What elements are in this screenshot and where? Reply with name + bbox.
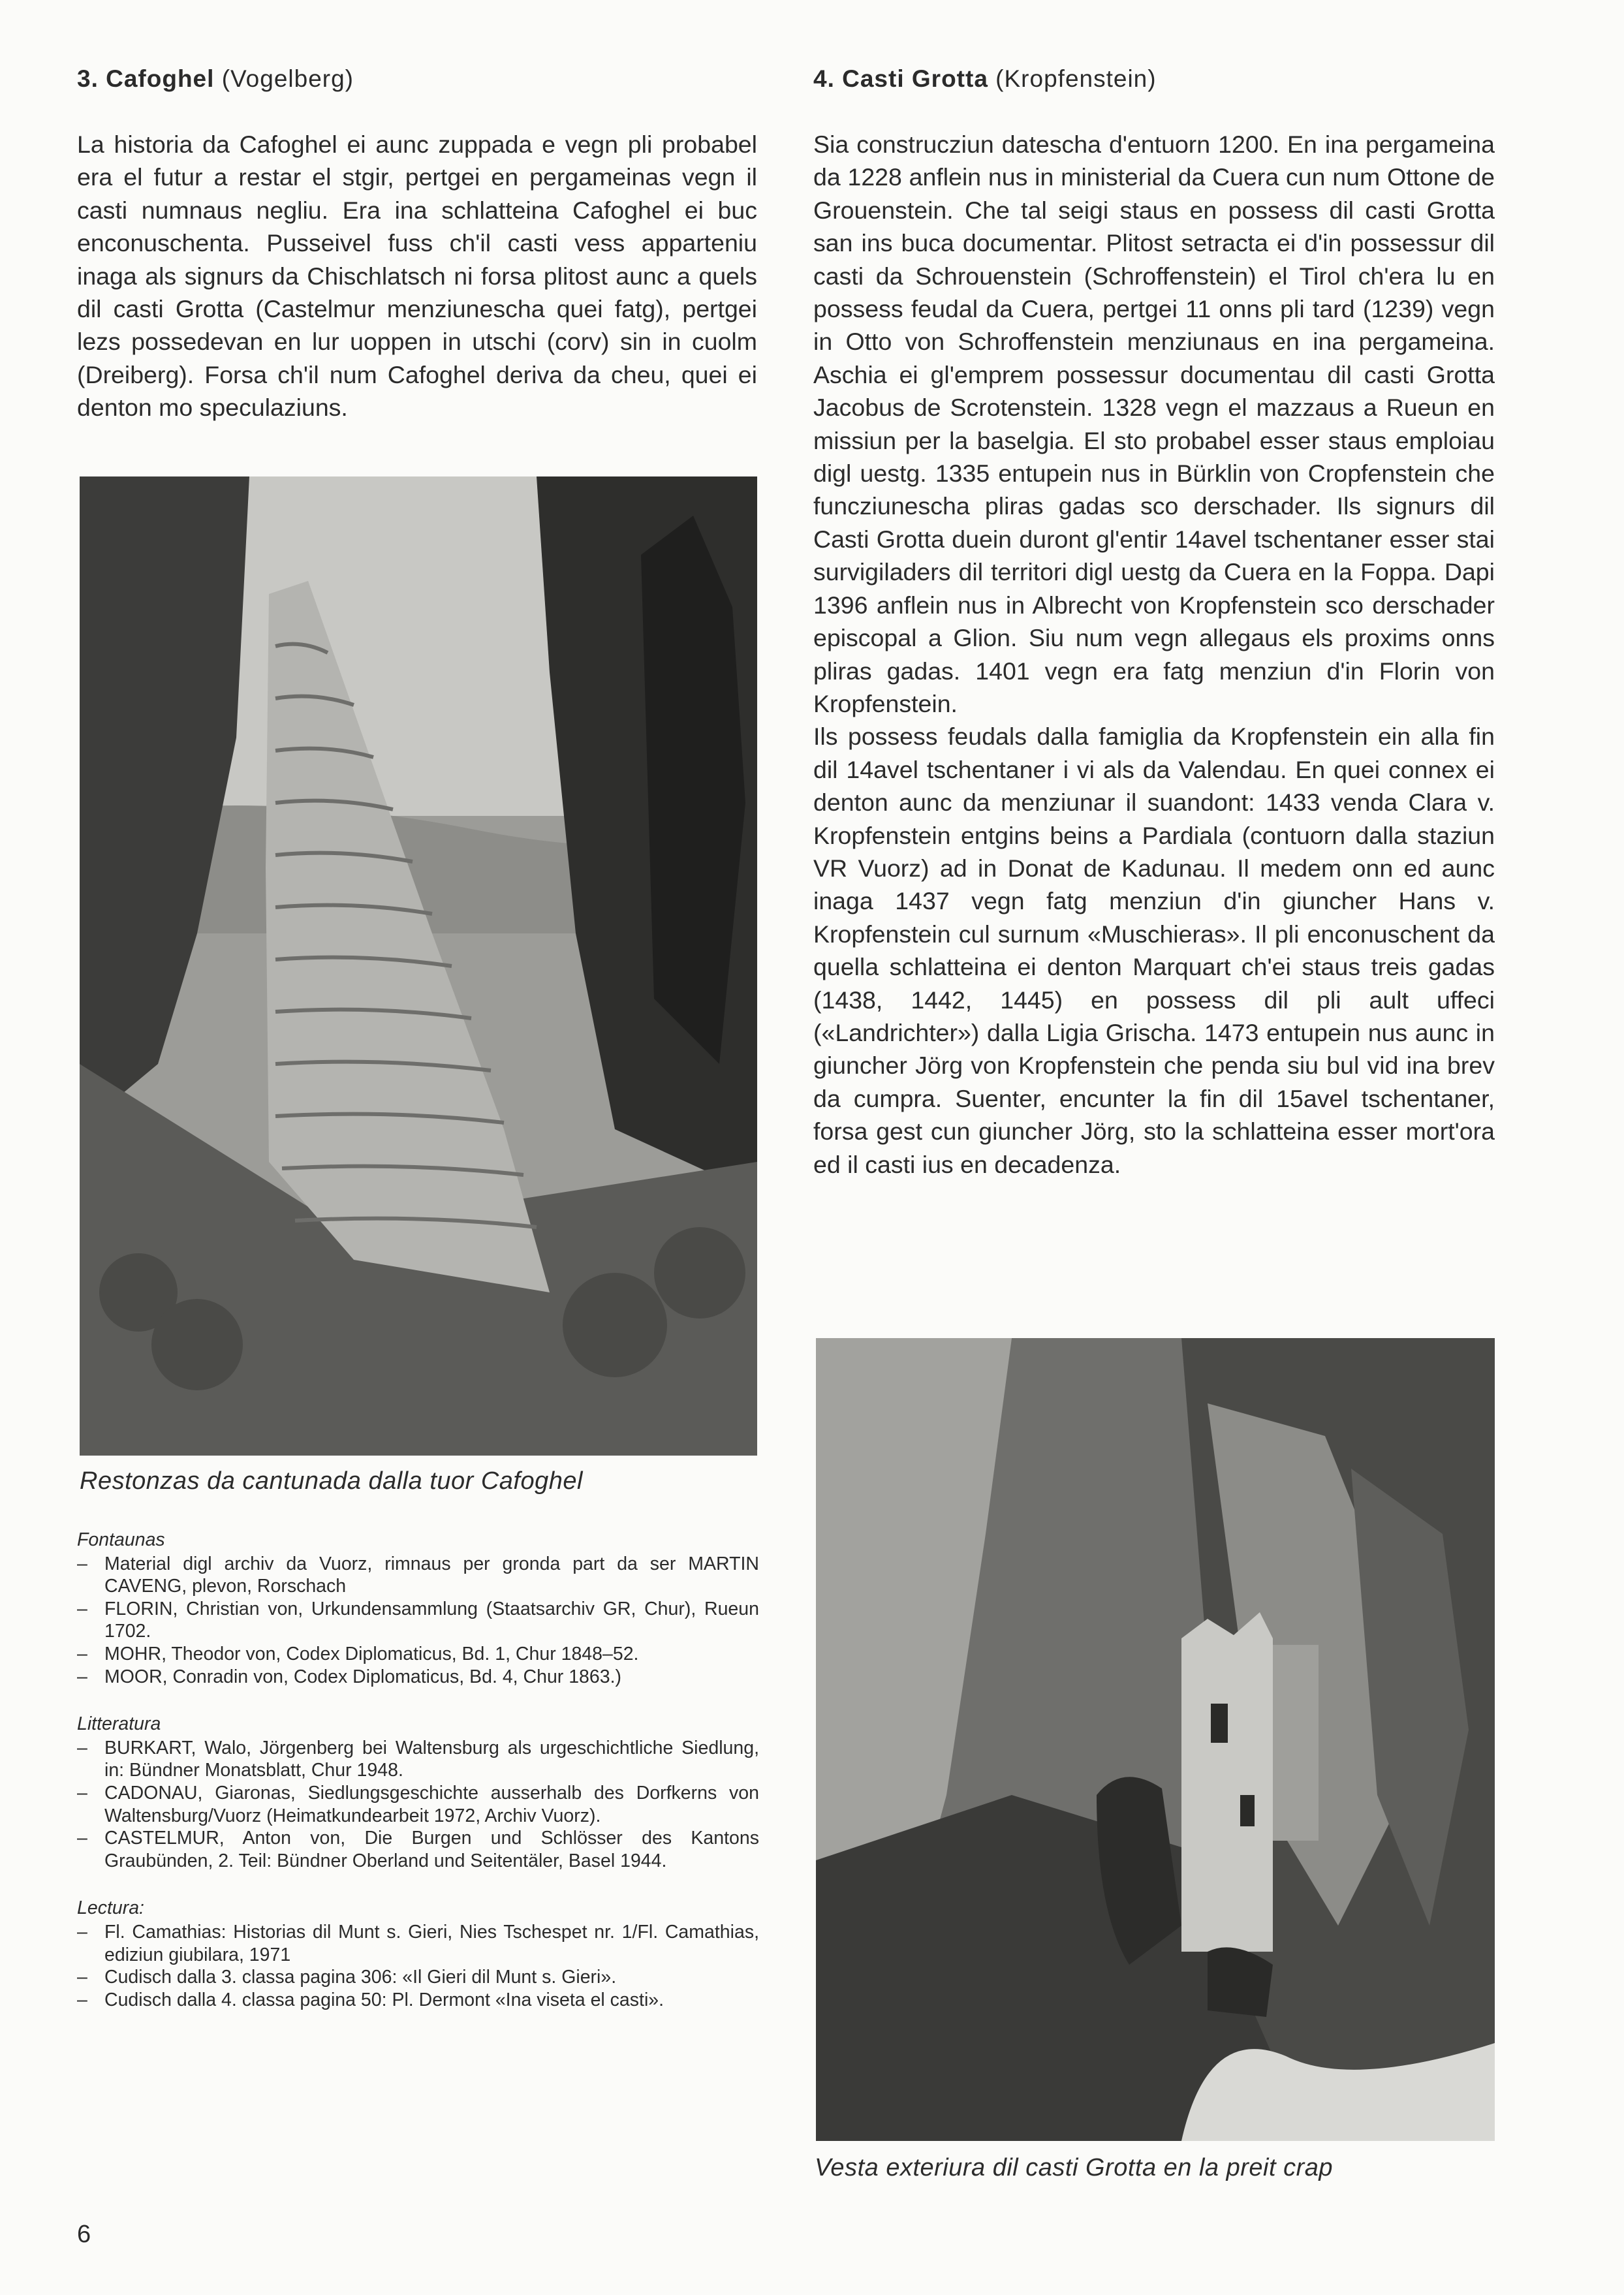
section-3-paragraph: La historia da Cafoghel ei aunc zuppada e vegn pli probabel era el futur a restar el stgir, pertgei en pergameinas vegn il casti numnaus negliu. Era ina schlatteina Cafoghel ei buc enconuschenta. Pusseivel fuss ch'il casti vess apparteniu inaga als signurs da Chischlatsch ni forsa plitost aunc a quels dil casti Grotta (Castelmur menziunescha quei fatg), pertgei lezs possedevan en lur uoppen in utschi (corv) sin in cuolm (Dreiberg). Forsa ch'il num Cafoghel deriva da cheu, quei ei denton mo speculaziuns. [77,131,757,422]
sources-list [77,1553,759,1689]
sources-title: Fontaunas [77,1529,165,1550]
section-4-subtitle: (Kropfenstein) [988,65,1157,92]
reading-list [77,1921,759,2011]
section-3-title: 3. Cafoghel [77,65,215,92]
casti-grotta-photo [816,1338,1495,2141]
sources-item: – MOOR, Conradin von, Codex Diplomaticus, Bd. 4, Chur 1863.) [77,1666,759,1689]
reading-title: Lectura: [77,1897,144,1919]
section-4-paragraph: Sia construcziun datescha d'entuorn 1200. En ina pergameina da 1228 anflein nus in ministerial da Cuera cun num Ottone de Grouenstein. Che tal seigi staus en possess dil casti Grotta san ins buca documentar. Plitost setracta ei d'in possessur dil casti da Schrouenstein (Schroffenstein) el Tirol ch'era lu en possess feudal da Cuera, pertgei 11 onns pli tard (1239) vegn in Otto von Schroffenstein menziunaus en ina pergameina. Aschia ei gl'emprem possessur documentau dil casti Grotta Jacobus de Scrotenstein. 1328 vegn el mazzaus a Rueun en missiun per la baselgia. El sto probabel esser staus emploiau digl uestg. 1335 entupein nus in Bürklin von Cropfenstein che funcziunescha pliras gadas sco derschader. Ils signurs dil Casti Grotta duein duront gl'entir 14avel tschentaner esser stai survigiladers dil territori digl uestg da Cuera en la Foppa. Dapi 1396 anflein nus in Albrecht von Kropfenstein sco derschader episcopal a Glion. Siu num vegn allegaus els proxims onns pliras gadas. 1401 vegn era fatg menziun d'in Florin von Kropfenstein. [813,131,1495,717]
section-3-body [77,128,757,461]
section-3-subtitle: (Vogelberg) [214,65,354,92]
grotta-photo-caption: Vesta exteriura dil casti Grotta en la preit crap [815,2154,1333,2181]
literature-item: – BURKART, Walo, Jörgenberg bei Waltensburg als urgeschichtliche Siedlung, in: Bündner Monatsblatt, Chur 1948. [77,1737,759,1782]
literature-title: Litteratura [77,1713,161,1735]
cafoghel-ruin-illustration [80,476,757,1456]
literature-item: – CASTELMUR, Anton von, Die Burgen und Schlösser des Kantons Graubünden, 2. Teil: Bündner Oberland und Seitentäler, Basel 1944. [77,1827,759,1872]
page-number: 6 [77,2221,91,2248]
cafoghel-photo-caption: Restonzas da cantunada dalla tuor Cafoghel [80,1467,583,1495]
literature-list [77,1737,759,1873]
section-4-paragraph: Ils possess feudals dalla famiglia da Kropfenstein ein alla fin dil 14avel tschentaner i vi als da Valendau. En quei connex ei denton aunc da menziunar il suandont: 1433 venda Clara v. Kropfenstein entgins beins a Pardiala (contuorn dalla staziun VR Vuorz) ad in Donat de Kadunau. Il medem onn ed aunc inaga 1437 vegn fatg menziun d'in giuncher Hans v. Kropfenstein cul surnum «Muschieras». Il pli enconuschent da quella schlatteina ei denton Marquart ch'ei staus treis gadas (1438, 1442, 1445) en possess dil pli ault uffeci («Landrichter») dalla Ligia Grischa. 1473 entupein nus aunc in giuncher Jörg von Kropfenstein che penda siu bul vid ina brev da cumpra. Suenter, encunter la fin dil 15avel tschentaner, forsa gest cun giuncher Jörg, sto la schlatteina esser mort'ora ed il casti ius en decadenza. [813,723,1495,1178]
reading-item: – Cudisch dalla 4. classa pagina 50: Pl. Dermont «Ina viseta el casti». [77,1989,759,2012]
reading-item: – Cudisch dalla 3. classa pagina 306: «Il Gieri dil Munt s. Gieri». [77,1966,759,1989]
references-block [77,1529,759,2036]
cafoghel-ruin-photo [80,476,757,1456]
section-4-heading [813,65,1157,93]
sources-item: – MOHR, Theodor von, Codex Diplomaticus, Bd. 1, Chur 1848–52. [77,1643,759,1666]
section-4-title: 4. Casti Grotta [813,65,988,92]
section-4-body [813,128,1495,1316]
sources-item: – Material digl archiv da Vuorz, rimnaus per gronda part da ser MARTIN CAVENG, plevon, Rorschach [77,1553,759,1598]
section-3-heading [77,65,354,93]
sources-item: – FLORIN, Christian von, Urkundensammlung (Staatsarchiv GR, Chur), Rueun 1702. [77,1598,759,1643]
casti-grotta-illustration [816,1338,1495,2141]
reading-item: – Fl. Camathias: Historias dil Munt s. Gieri, Nies Tschespet nr. 1/Fl. Camathias, ediziun giubilara, 1971 [77,1921,759,1966]
literature-item: – CADONAU, Giaronas, Siedlungsgeschichte ausserhalb des Dorfkerns von Waltensburg/Vuorz (Heimatkundearbeit 1972, Archiv Vuorz). [77,1782,759,1827]
